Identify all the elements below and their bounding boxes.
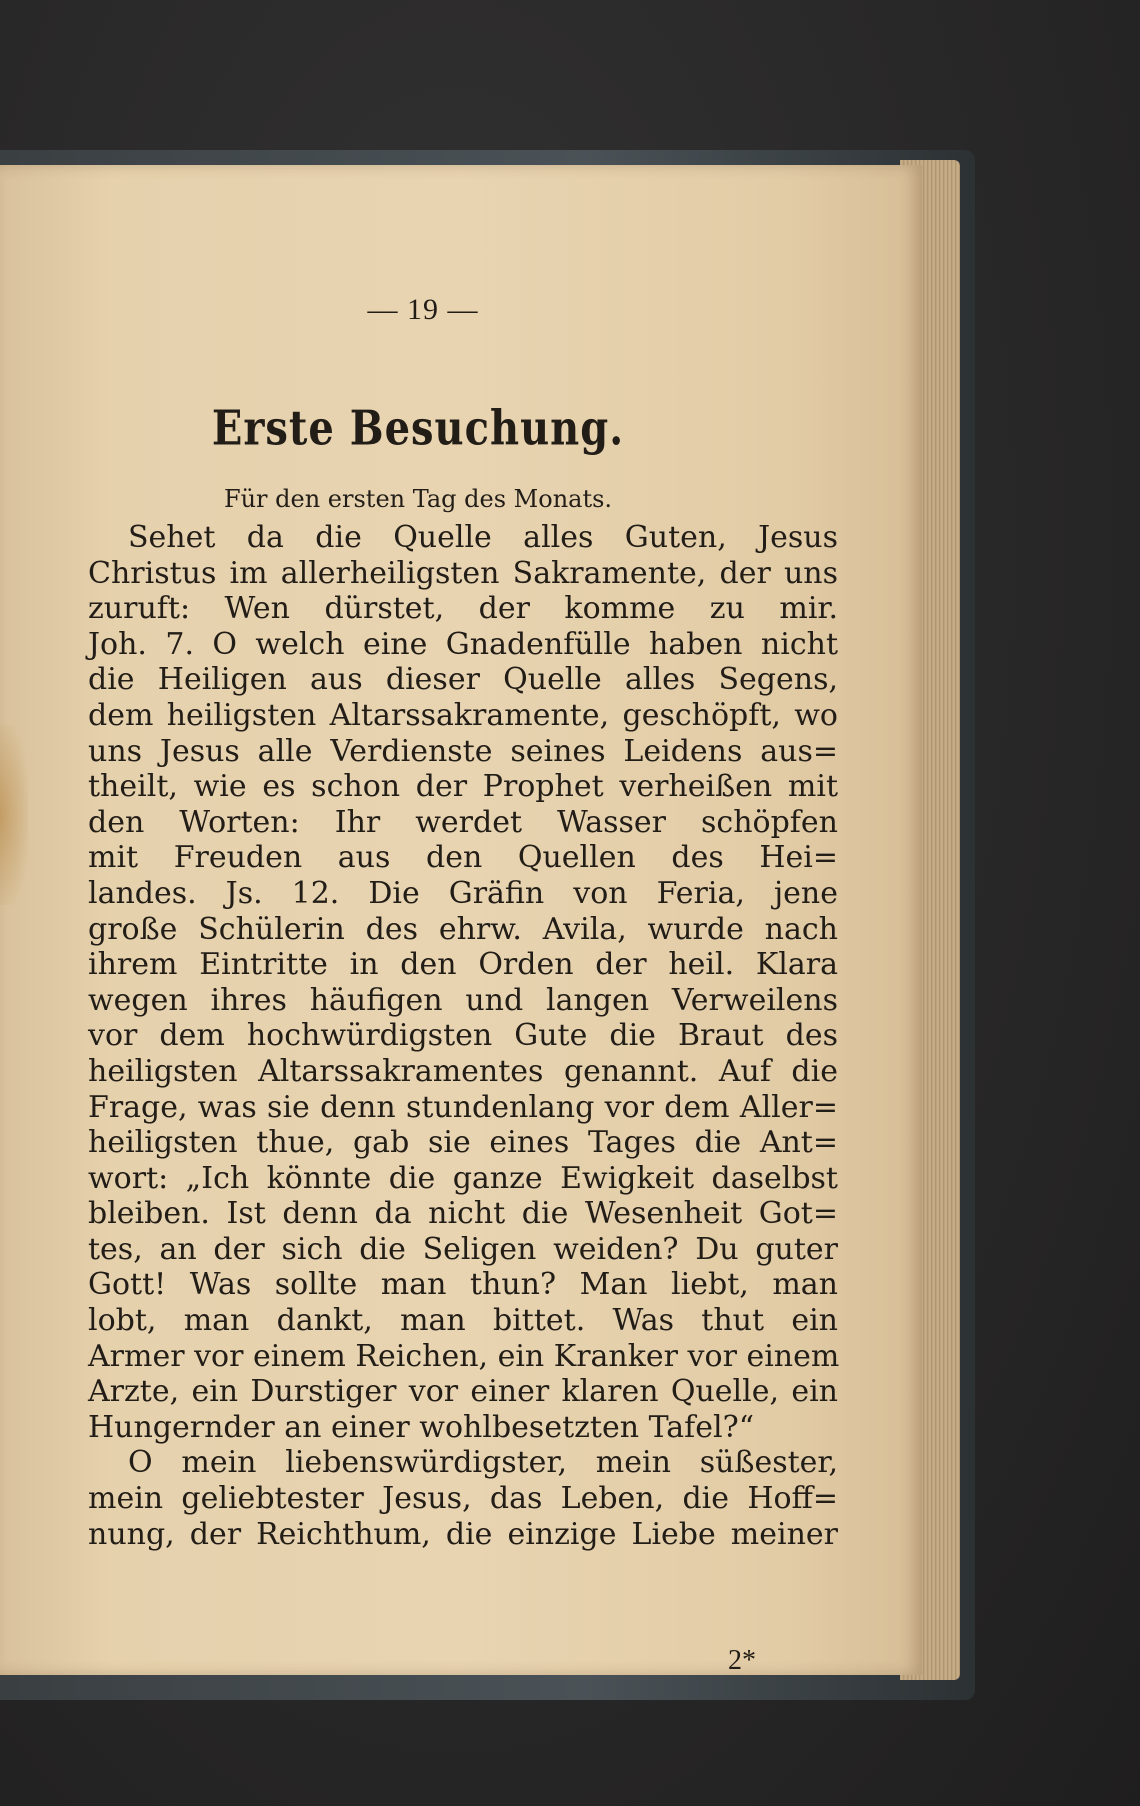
page-subtitle: Für den ersten Tag des Monats. bbox=[223, 485, 613, 513]
text-line: wort: „Ich könnte die ganze Ewigkeit daselbst bbox=[88, 1160, 838, 1196]
page-title: Erste Besuchung. bbox=[211, 400, 625, 457]
text-line: Gott! Was sollte man thun? Man liebt, man bbox=[88, 1267, 838, 1303]
text-line: große Schülerin des ehrw. Avila, wurde nach bbox=[88, 911, 838, 947]
text-line: ihrem Eintritte in den Orden der heil. Klara bbox=[88, 947, 838, 983]
text-line: nung, der Reichthum, die einzige Liebe meiner bbox=[88, 1516, 838, 1552]
text-line: O mein liebenswürdigster, mein süßester, bbox=[128, 1445, 838, 1481]
text-line: Frage, was sie denn stundenlang vor dem Aller= bbox=[88, 1089, 838, 1125]
text-line: lobt, man dankt, man bittet. Was thut ein bbox=[88, 1303, 838, 1339]
text-line: die Heiligen aus dieser Quelle alles Segens, bbox=[88, 662, 838, 698]
text-line: mein geliebtester Jesus, das Leben, die Hoff= bbox=[88, 1481, 838, 1517]
page-stain bbox=[0, 725, 28, 905]
text-line: landes. Js. 12. Die Gräfin von Feria, jene bbox=[88, 875, 838, 911]
text-line: zuruft: Wen dürstet, der komme zu mir. bbox=[88, 591, 838, 627]
text-line: uns Jesus alle Verdienste seines Leidens aus= bbox=[88, 733, 838, 769]
text-line: Armer vor einem Reichen, ein Kranker vor einem bbox=[88, 1338, 840, 1374]
text-line: heiligsten thue, gab sie eines Tages die Ant= bbox=[88, 1125, 838, 1161]
text-line: Christus im allerheiligsten Sakramente, der uns bbox=[88, 555, 838, 591]
text-line: tes, an der sich die Seligen weiden? Du guter bbox=[88, 1231, 838, 1267]
text-line: vor dem hochwürdigsten Gute die Braut des bbox=[88, 1018, 838, 1054]
text-line: theilt, wie es schon der Prophet verheißen mit bbox=[88, 769, 838, 805]
body-text bbox=[88, 520, 838, 1552]
text-line: bleiben. Ist denn da nicht die Wesenheit Got= bbox=[88, 1196, 838, 1232]
text-line: den Worten: Ihr werdet Wasser schöpfen bbox=[88, 804, 838, 840]
text-line: Hungernder an einer wohlbesetzten Tafel?“ bbox=[88, 1409, 755, 1445]
text-line: Sehet da die Quelle alles Guten, Jesus bbox=[128, 520, 838, 555]
text-line: Arzte, ein Durstiger vor einer klaren Quelle, ein bbox=[88, 1374, 838, 1410]
text-line: heiligsten Altarssakramentes genannt. Auf die bbox=[88, 1053, 838, 1089]
text-line: mit Freuden aus den Quellen des Hei= bbox=[88, 840, 838, 876]
page-number: — 19 — bbox=[367, 293, 479, 326]
text-line: Joh. 7. O welch eine Gnadenfülle haben nicht bbox=[88, 626, 838, 662]
text-line: wegen ihres häufigen und langen Verweilens bbox=[88, 982, 838, 1018]
signature-mark: 2* bbox=[728, 1645, 756, 1676]
text-line: dem heiligsten Altarssakramente, geschöpft, wo bbox=[88, 697, 838, 733]
